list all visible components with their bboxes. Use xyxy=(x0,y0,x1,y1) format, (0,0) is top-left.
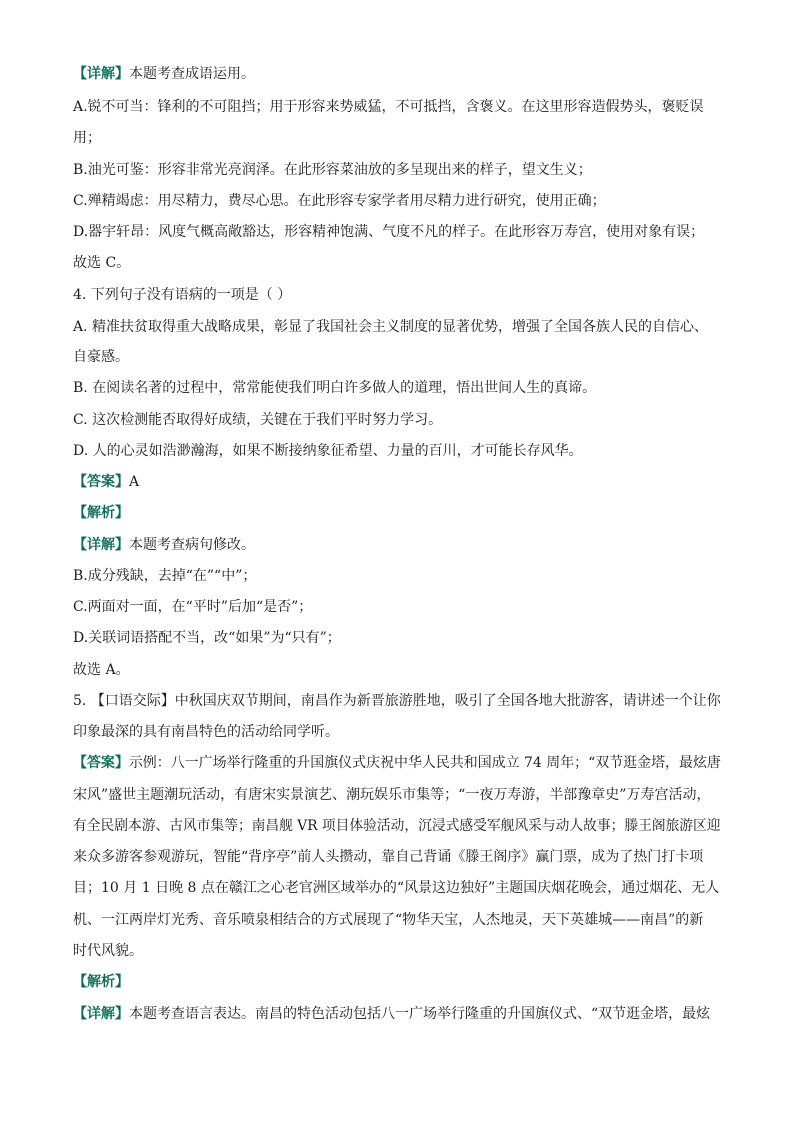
line xyxy=(73,253,130,273)
line-text: 自豪感。 xyxy=(73,349,129,365)
line-text: C. 这次检测能否取得好成绩，关键在于我们平时努力学习。 xyxy=(73,412,443,428)
option-a xyxy=(73,317,708,337)
line-text: 用； xyxy=(73,130,101,146)
detail-tag: 【详解】 xyxy=(73,537,129,553)
line-text: 本题考查成语运用。 xyxy=(129,66,255,82)
line xyxy=(73,785,710,805)
line-text: D. 人的心灵如浩渺瀚海，如果不断接纳象征希望、力量的百川，才可能长存风华。 xyxy=(73,443,583,459)
line xyxy=(73,191,606,211)
explanation-heading xyxy=(73,535,255,555)
line-text: 有全民剧本游、古风市集等；南昌舰 VR 项目体验活动，沉浸式感受军舰风采与动人故事；滕王阁旅游区迎 xyxy=(73,818,721,834)
line xyxy=(73,222,704,242)
analysis-line xyxy=(73,503,129,523)
option-d xyxy=(73,441,583,461)
question-5 xyxy=(73,691,721,711)
line xyxy=(73,128,101,148)
line xyxy=(73,597,312,617)
line xyxy=(73,910,703,930)
question-4 xyxy=(73,285,291,305)
answer-line xyxy=(73,753,721,773)
option-c xyxy=(73,410,442,430)
analysis-tag: 【解析】 xyxy=(73,974,129,990)
line-text: B.成分残缺，去掉“在”“中”； xyxy=(73,568,257,584)
analysis-tag: 【解析】 xyxy=(73,505,129,521)
line-text: 4. 下列句子没有语病的一项是（ ） xyxy=(73,287,292,303)
line-text: C.殚精竭虑：用尽精力，费尽心思。在此形容专家学者用尽精力进行研究，使用正确； xyxy=(73,193,606,209)
line xyxy=(73,941,143,961)
line-text: 5. 【口语交际】中秋国庆双节期间，南昌作为新晋旅游胜地，吸引了全国各地大批游客，请讲述一个让你 xyxy=(73,693,721,709)
line-text: 目；10 月 1 日晚 8 点在赣江之心老官洲区域举办的“风景这边独好”主题国庆烟花晚会，通过烟花、无人 xyxy=(73,880,720,896)
line xyxy=(73,160,592,180)
line-text: A. 精准扶贫取得重大战略成果，彰显了我国社会主义制度的显著优势，增强了全国各族人民的自信心、 xyxy=(73,319,709,335)
line xyxy=(73,878,719,898)
answer-line xyxy=(73,472,139,492)
line-text: 示例：八一广场举行隆重的升国旗仪式庆祝中华人民共和国成立 74 周年；“双节逛金塔，最炫唐 xyxy=(128,755,721,771)
line-text: 宋风”盛世主题潮玩活动，有唐宋实景演艺、潮玩娱乐市集等；“一夜万寿游，半部豫章史”万寿宫活动， xyxy=(73,787,711,803)
line-text: 本题考查语言表达。南昌的特色活动包括八一广场举行隆重的升国旗仪式、“双节逛金塔，最炫 xyxy=(129,1006,711,1022)
line-text: A xyxy=(129,474,140,490)
line xyxy=(73,722,339,742)
line-text: 故选 A。 xyxy=(73,662,130,678)
line-text: 印象最深的具有南昌特色的活动给同学听。 xyxy=(73,724,339,740)
line-text: D.器宇轩昂：风度气概高敞豁达，形容精神饱满、气度不凡的样子。在此形容万寿宫，使用对象有误； xyxy=(73,224,705,240)
answer-tag: 【答案】 xyxy=(73,474,129,490)
line-text: B.油光可鉴：形容非常光亮润泽。在此形容菜油放的多呈现出来的样子，望文生义； xyxy=(73,162,592,178)
answer-tag: 【答案】 xyxy=(73,755,129,771)
line xyxy=(73,566,256,586)
line xyxy=(73,660,130,680)
line-text: A.锐不可当：锋利的不可阻挡；用于形容来势威猛，不可抵挡，含褒义。在这里形容造假势头，褒贬误 xyxy=(73,99,704,115)
line-text: 机、一江两岸灯光秀、音乐喷泉相结合的方式展现了“物华天宝，人杰地灵，天下英雄城——南昌”的新 xyxy=(73,912,704,928)
line-text: 故选 C。 xyxy=(73,255,131,271)
line xyxy=(73,97,704,117)
line-text: D.关联词语搭配不当，改“如果”为“只有”； xyxy=(73,630,341,646)
line xyxy=(73,347,129,367)
detail-tag: 【详解】 xyxy=(73,66,129,82)
line xyxy=(73,847,703,867)
line xyxy=(73,816,721,836)
explanation-heading xyxy=(73,64,255,84)
detail-tag: 【详解】 xyxy=(73,1006,129,1022)
line-text: C.两面对一面，在“平时”后加“是否”； xyxy=(73,599,313,615)
line-text: B. 在阅读名著的过程中，常常能使我们明白许多做人的道理，悟出世间人生的真谛。 xyxy=(73,380,597,396)
analysis-line xyxy=(73,972,129,992)
line-text: 来众多游客参观游玩，智能“背序亭”前人头攒动，靠自己背诵《滕王阁序》赢门票，成为了热门打卡项 xyxy=(73,849,704,865)
explanation-heading xyxy=(73,1004,710,1024)
line xyxy=(73,628,341,648)
option-b xyxy=(73,378,596,398)
line-text: 时代风貌。 xyxy=(73,943,143,959)
line-text: 本题考查病句修改。 xyxy=(129,537,255,553)
